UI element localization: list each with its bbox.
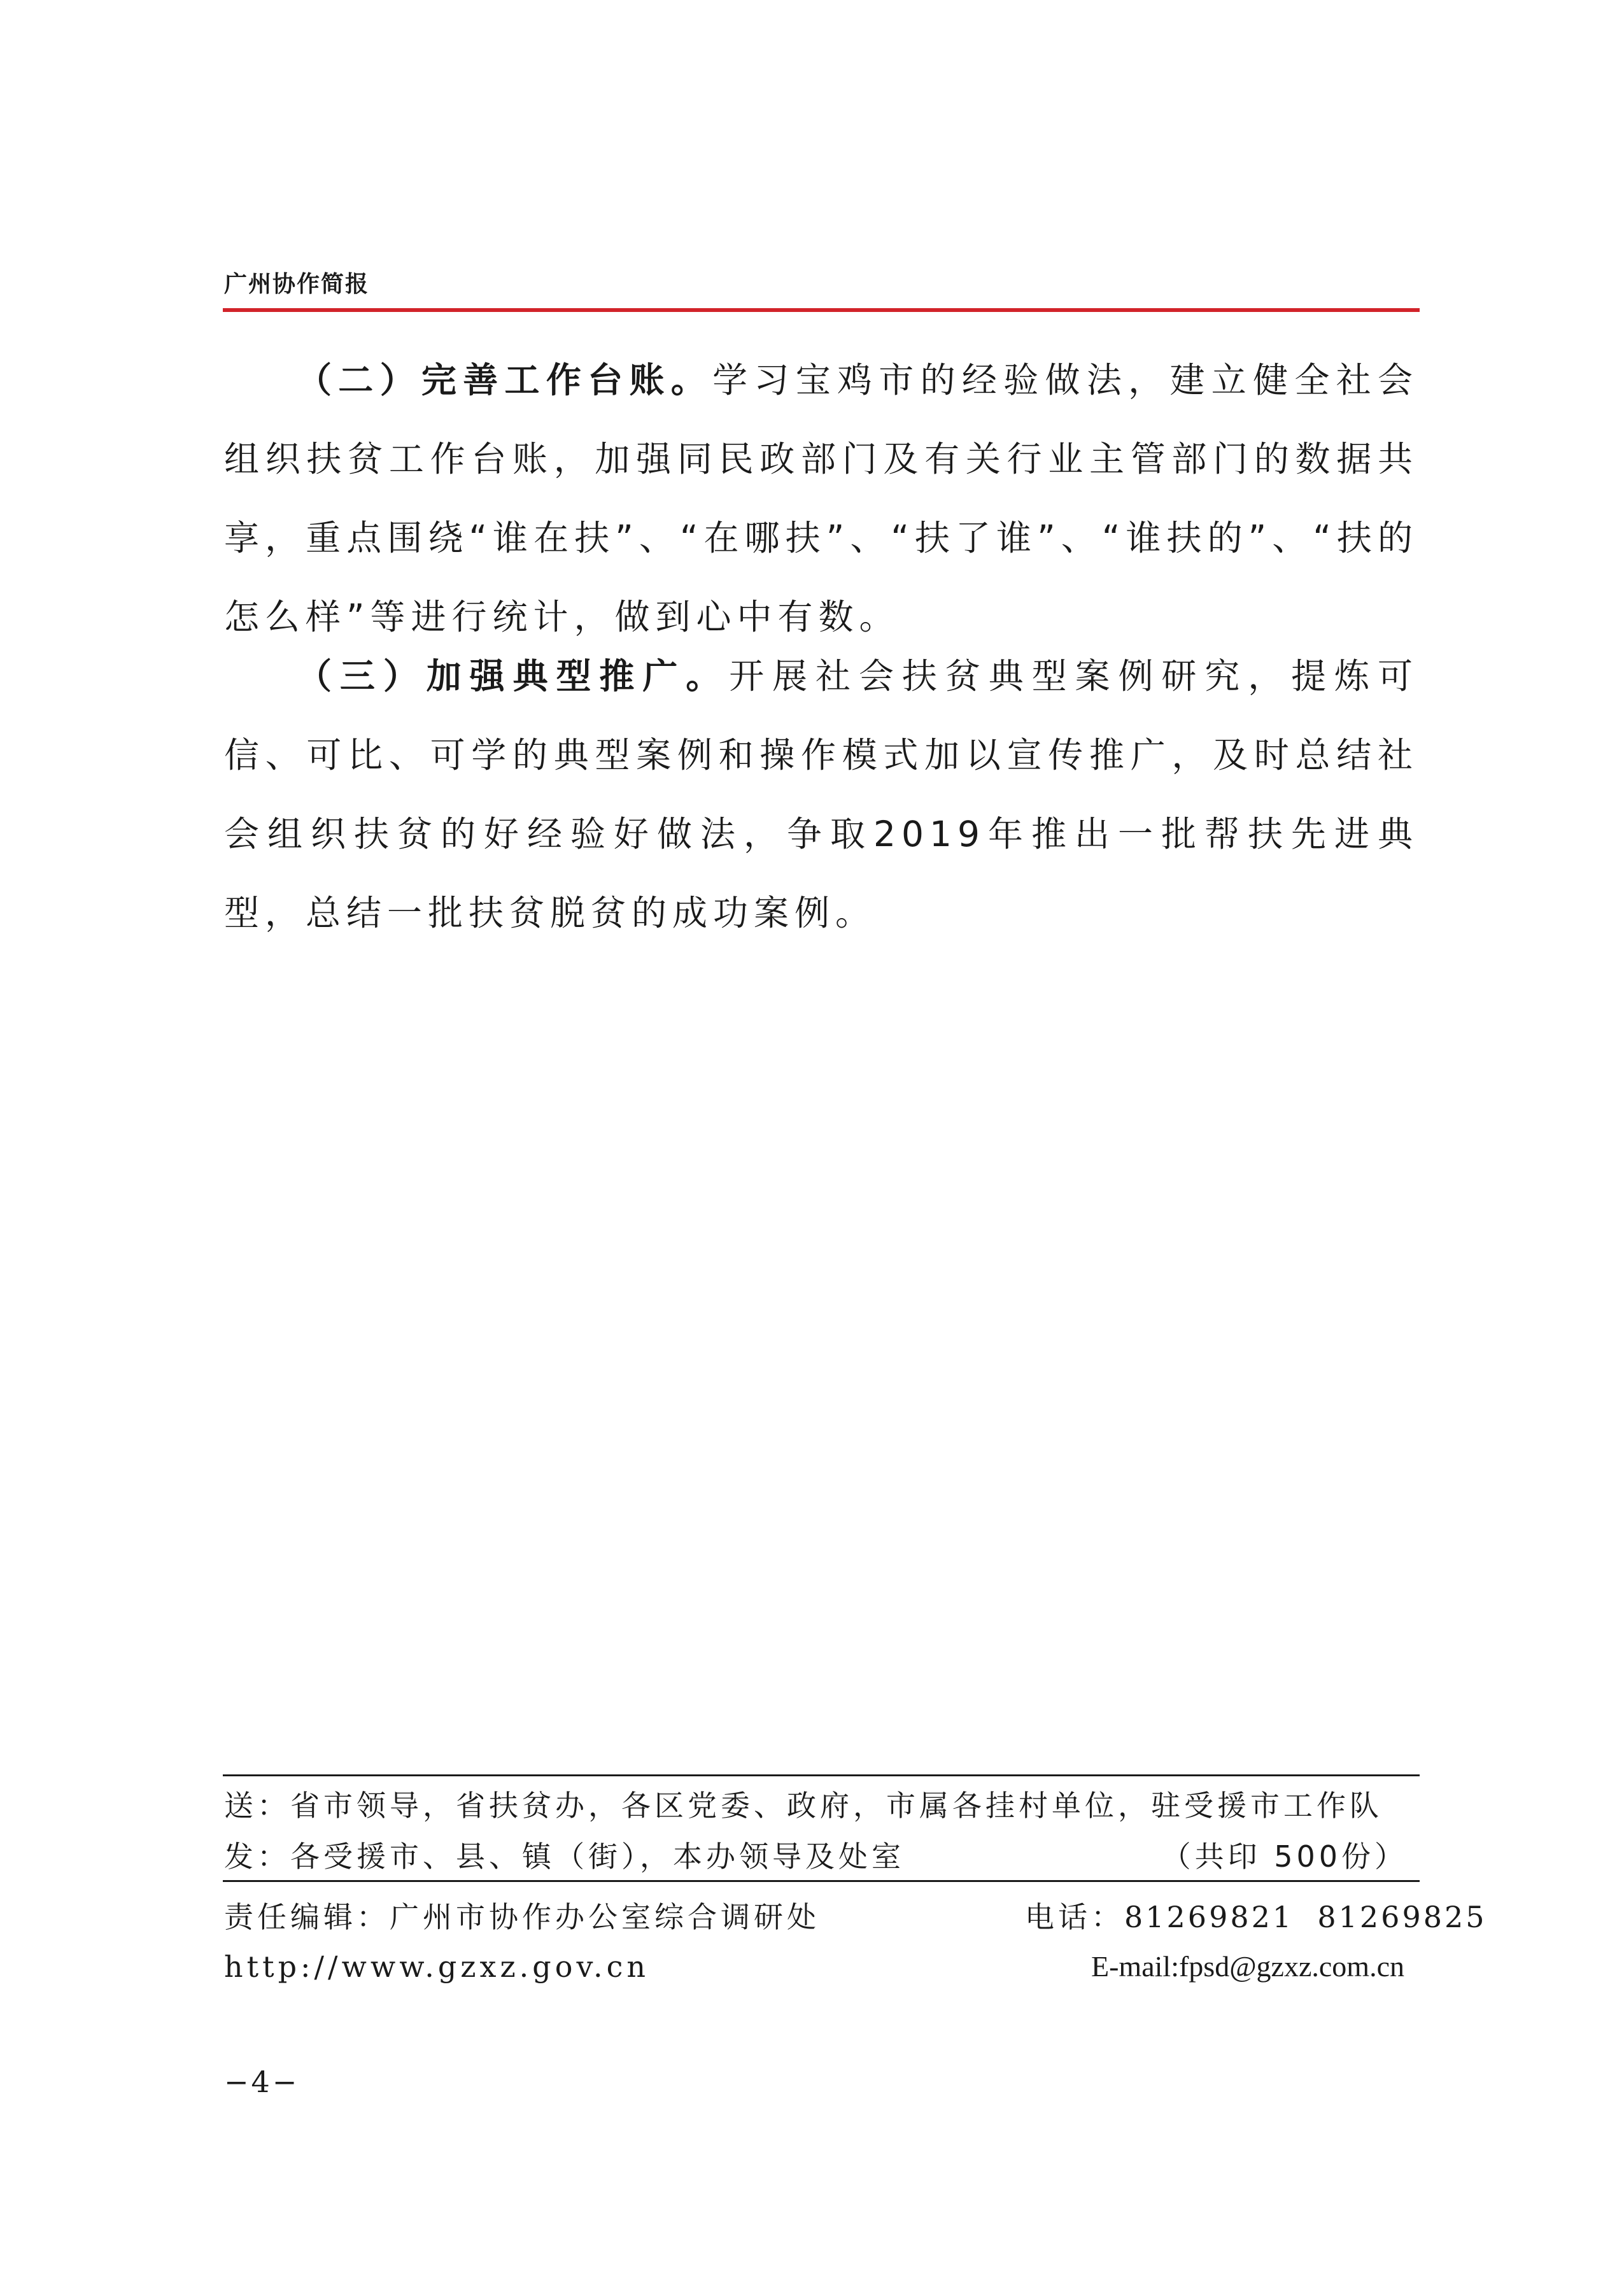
- page-number: −4−: [224, 2065, 300, 2099]
- bulletin-title: 广州协作简报: [224, 271, 370, 297]
- phone-info: [1025, 1894, 1487, 1936]
- distribution-issue: 发：各受援市、县、镇（街），本办领导及处室: [224, 1839, 905, 1874]
- distribution-send: 送：省市领导，省扶贫办，各区党委、政府，市属各挂村单位，驻受援市工作队: [224, 1788, 1383, 1823]
- paragraph-heading: （三）加强典型推广。: [297, 656, 730, 697]
- paragraph-body: 学习宝鸡市的经验做法，建立健全社会组织扶贫工作台账，加强同民政部门及有关行业主管部门的数据共享，重点围绕“谁在扶”、“在哪扶”、“扶了谁”、“谁扶的”、“扶的怎么样”等进行统计，做到心中有数。: [224, 360, 1418, 637]
- website-link[interactable]: http://www.gzxz.gov.cn: [224, 1949, 649, 1984]
- phone-label: 电话：: [1025, 1900, 1124, 1934]
- print-count: （共印 500份）: [1161, 1839, 1408, 1874]
- footer-top-rule: [223, 1774, 1420, 1776]
- paragraph-ledger: [224, 341, 1418, 656]
- paragraph-heading: （二）完善工作台账。: [297, 360, 713, 400]
- paragraph-body: 开展社会扶贫典型案例研究，提炼可信、可比、可学的典型案例和操作模式加以宣传推广，及时总结社会组织扶贫的好经验好做法，争取2019年推出一批帮扶先进典型，总结一批扶贫脱贫的成功案例。: [224, 656, 1418, 933]
- footer-middle-rule: [223, 1880, 1420, 1882]
- phone-numbers: 81269821 81269825: [1124, 1900, 1487, 1934]
- responsible-editor: 责任编辑：广州市协作办公室综合调研处: [224, 1900, 820, 1934]
- email-link[interactable]: E-mail:fpsd@gzxz.com.cn: [1091, 1950, 1404, 1983]
- header-red-rule: [223, 308, 1420, 312]
- paragraph-promotion: [224, 637, 1418, 952]
